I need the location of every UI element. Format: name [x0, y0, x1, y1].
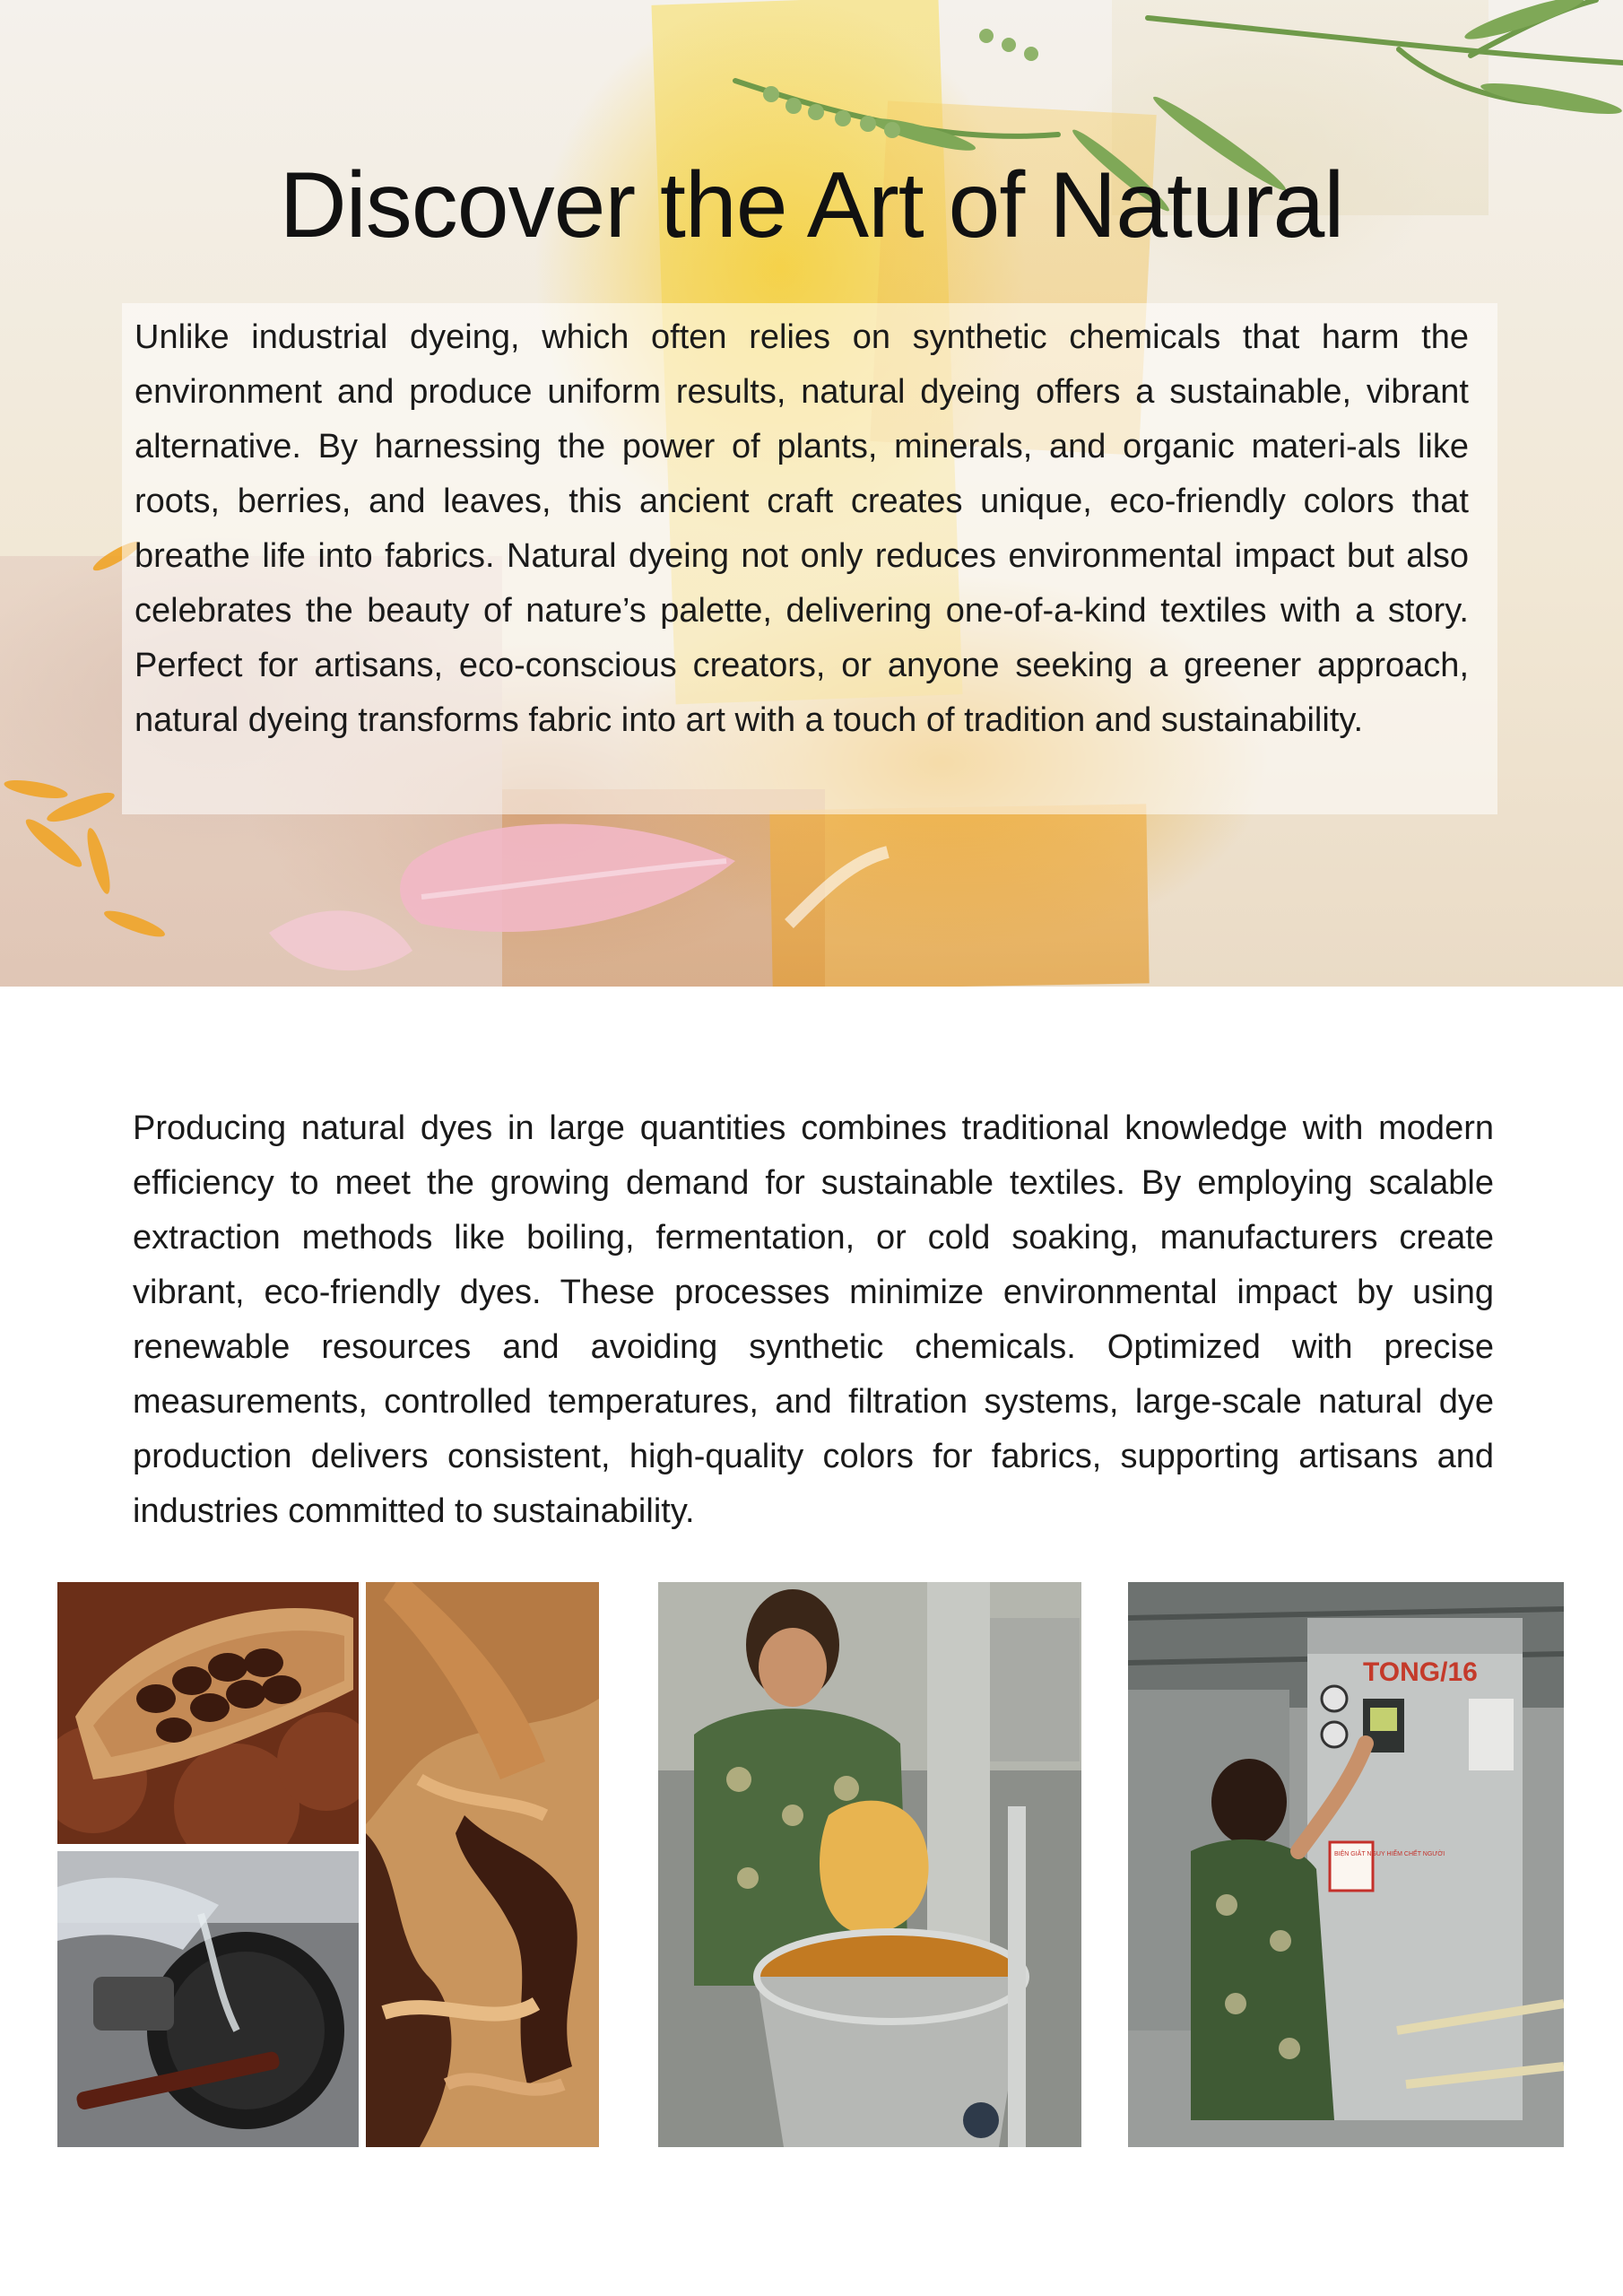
pouring-dye-photo	[57, 1851, 359, 2147]
hero-banner	[0, 0, 1623, 987]
coffee-beans-photo	[57, 1582, 359, 1844]
dyeing-machine-photo	[1128, 1582, 1564, 2147]
machine-label: TONG/16	[1363, 1657, 1478, 1687]
dyed-fabric-photo	[366, 1582, 599, 2147]
production-paragraph: Producing natural dyes in large quantities combines traditional knowledge with modern efficiency to meet the growing demand for sustainable textiles. By employing scalable extraction methods like boiling, fermentation, or cold soaking, manufacturers create vibrant, eco-friendly dyes. These processes minimize environmental impact by using renewable resources and avoiding synthetic chemicals. Optimized with precise measurements, controlled temperatures, and filtration systems, large-scale natural dye production delivers consistent, high-quality colors for fabrics, supporting artisans and industries committed to sustainability.	[133, 1109, 1494, 1530]
worker-dyeing-photo	[658, 1582, 1081, 2147]
intro-paragraph: Unlike industrial dyeing, which often relies on synthetic chemicals that harm the environment and produce uniform results, natural dyeing offers a sustainable, vibrant alternative. By harnessing the power of plants, minerals, and organic materi-als like roots, berries, and leaves, this ancient craft creates unique, eco-friendly colors that breathe life into fabrics. Natural dyeing not only reduces environmental impact but also celebrates the beauty of nature’s palette, delivering one-of-a-kind textiles with a story. Perfect for artisans, eco-conscious creators, or anyone seeking a greener approach, natural dyeing transforms fabric into art with a touch of tradition and sustainability.	[135, 318, 1469, 739]
page-title: Discover the Art of Natural	[279, 153, 1344, 257]
danger-sign: BIỆN GIÂT NGUY HIỂM CHẾT NGƯỜI	[1334, 1851, 1445, 1857]
